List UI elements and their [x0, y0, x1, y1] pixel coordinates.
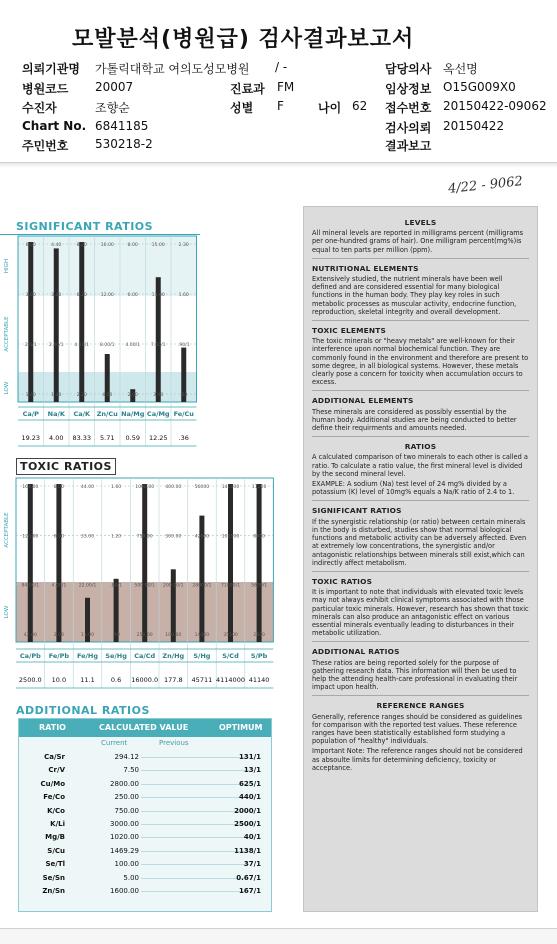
- tick-label: 2800: [253, 633, 265, 638]
- ratio-value-label: 10.0: [51, 676, 67, 684]
- optimum-value-cell: 440/1: [238, 793, 261, 802]
- zone-label: ACCEPTABLE: [4, 316, 10, 352]
- report-title: 모발분석(병원급) 검사결과보고서: [72, 27, 415, 52]
- ratio-bar: [54, 248, 59, 402]
- zone-label: LOW: [4, 381, 10, 395]
- tick-label: 400.00: [165, 485, 182, 490]
- tick-label: 142000: [221, 485, 240, 490]
- optimum-value-cell: 131/1: [238, 753, 261, 761]
- tick-label: 22.00/1: [78, 583, 97, 589]
- clinical-info-label: 임상정보: [385, 82, 432, 96]
- explanation-panel: [303, 206, 538, 912]
- tick-label: 168.00: [22, 485, 39, 490]
- tick-label: 84.00/1: [21, 583, 40, 589]
- tick-label: 33.00: [80, 534, 95, 540]
- optimum-value-cell: 37/1: [243, 860, 261, 869]
- tick-label: 44.00: [80, 485, 95, 490]
- result-report-label: 결과보고: [385, 139, 432, 153]
- tick-label: 4.20/1: [74, 343, 90, 348]
- tick-label: 8400: [253, 534, 265, 540]
- ratio-column-header: RATIO: [39, 723, 66, 732]
- toxic-ratios-chart: [0, 472, 280, 700]
- tick-label: 4.00/1: [125, 343, 141, 348]
- chart-no-label: Chart No.: [22, 119, 87, 133]
- divider: [312, 390, 529, 391]
- tick-label: 3.40: [51, 293, 62, 298]
- additional-ratios-table: [18, 718, 272, 912]
- age-label: 나이: [318, 101, 342, 115]
- ratio-name-label: Se/Hg: [105, 652, 127, 660]
- tick-label: 28000/1: [192, 583, 212, 589]
- significant-ratios-heading: SIGNIFICANT RATIOS: [312, 506, 402, 516]
- tick-label: 106500: [221, 534, 240, 540]
- ratio-bar: [257, 484, 262, 642]
- divider: [312, 436, 529, 437]
- tick-label: 2.00: [127, 393, 138, 398]
- ratio-name-label: Zn/Hg: [162, 652, 185, 660]
- additional-ratios-heading: ADDITIONAL RATIOS: [312, 647, 400, 657]
- tick-label: 250.00: [136, 633, 153, 638]
- optimum-value-cell: 2000/1: [234, 806, 261, 815]
- optimum-value-cell: 167/1: [238, 886, 261, 895]
- tick-label: 8.00: [53, 485, 65, 490]
- levels-text: All mineral levels are reported in milligrams percent (milligrams per one-hundred grams of hair). One milligram percent(mg%)is equal to ten parts per million (ppm).: [312, 229, 524, 254]
- ratio-value-label: 0.6: [110, 676, 122, 684]
- additional-ratios-title: ADDITIONAL RATIOS: [16, 704, 150, 717]
- ratio-name-label: Na/K: [47, 410, 65, 418]
- patient-label: 수진자: [22, 101, 57, 115]
- ratio-name-label: Ca/Mg: [146, 410, 170, 418]
- tick-label: 100.00: [165, 633, 182, 638]
- toxic-elements-heading: TOXIC ELEMENTS: [312, 326, 387, 336]
- ratio-value-label: .36: [178, 434, 189, 442]
- zone-label: LOW: [4, 605, 10, 619]
- ratios-text: A calculated comparison of two minerals to each other is called a ratio. To calculate a ratio value, the first mineral level is divided by the second mineral level.: [312, 453, 528, 478]
- tick-label: 2.20: [76, 393, 87, 398]
- tick-label: 6.20: [76, 293, 87, 298]
- ratio-name-label: Zn/Cu: [96, 410, 118, 418]
- tick-label: 3.00: [25, 293, 36, 298]
- current-subheader: Current: [101, 739, 128, 747]
- age-value: 62: [352, 99, 368, 113]
- ratio-name-cell: Se/Sn: [42, 873, 65, 882]
- ratio-name-cell: Cr/V: [48, 766, 65, 775]
- current-value-cell: 1469.29: [110, 846, 139, 855]
- header-divider: [0, 162, 557, 168]
- optimum-value-cell: 13/1: [243, 766, 261, 775]
- optimum-value-cell: 0.67/1: [236, 873, 261, 882]
- divider: [312, 258, 529, 259]
- tick-label: 3.00: [153, 393, 164, 398]
- table-row: [19, 872, 271, 885]
- ratio-bar: [56, 484, 61, 642]
- ratio-value-label: 16000.0: [131, 676, 159, 684]
- additional-ratios-header: [19, 719, 271, 737]
- current-value-cell: 1020.00: [110, 833, 139, 842]
- divider: [312, 571, 529, 572]
- optimum-value-cell: 625/1: [238, 779, 261, 788]
- divider: [312, 695, 529, 696]
- chart-no-value: 6841185: [95, 119, 149, 133]
- tick-label: 2.00: [53, 633, 65, 638]
- previous-subheader: Previous: [159, 739, 189, 747]
- tick-label: 5600/1: [251, 583, 268, 589]
- tick-label: .40: [112, 633, 120, 638]
- tick-label: 14000: [194, 633, 210, 638]
- tick-label: 4.00/1: [51, 583, 67, 589]
- patient-value: 조향순: [95, 101, 130, 115]
- department-label: 진료과: [230, 82, 265, 96]
- tick-label: 11200: [251, 485, 267, 490]
- current-value-cell: 2800.00: [110, 779, 139, 788]
- tick-label: 56000: [194, 485, 210, 490]
- tick-label: 1000.00: [135, 485, 155, 490]
- divider: [312, 320, 529, 321]
- doctor-value: 옥선명: [443, 62, 478, 76]
- additional-elements-text: These minerals are considered as possibly essential by the human body. Additional studies are being conducted to better define their requirments and amounts needed.: [312, 407, 517, 433]
- ratio-value-label: 5.71: [100, 434, 115, 442]
- reference-ranges-text: Generally, reference ranges should be considered as guidelines for comparison with the reported test values. These reference ranges have been statistically established form studying a population of "healthy" individuals.: [312, 712, 523, 746]
- toxic-ratios-heading: TOXIC RATIOS: [312, 576, 373, 586]
- levels-heading: LEVELS: [404, 218, 437, 227]
- ratio-name-label: S/Cd: [222, 652, 239, 660]
- significant-ratios-chart: [0, 230, 200, 456]
- table-row: [19, 831, 271, 844]
- ratio-bar: [28, 242, 33, 402]
- ratio-bar: [79, 242, 84, 402]
- sex-label: 성별: [230, 101, 254, 115]
- current-value-cell: 294.12: [114, 753, 139, 761]
- ratio-bar: [28, 484, 33, 642]
- tick-label: 6.00: [127, 293, 138, 298]
- ratio-name-label: Fe/Hg: [76, 652, 99, 660]
- ratio-name-label: S/Pb: [250, 652, 268, 660]
- tick-label: 126.00: [22, 534, 39, 540]
- ratio-name-cell: Cu/Mo: [40, 779, 65, 788]
- ratios-heading: RATIOS: [404, 442, 437, 452]
- ratio-name-label: Ca/P: [22, 410, 39, 418]
- ratio-name-cell: Fe/Co: [43, 793, 65, 802]
- ratio-name-cell: S/Cu: [47, 846, 65, 855]
- tick-label: 4.00: [102, 393, 113, 398]
- tick-label: 11.00: [80, 633, 95, 638]
- ratio-name-label: Ca/Cd: [134, 652, 156, 660]
- tick-label: 7.00/1: [150, 343, 166, 348]
- calculated-value-column-header: CALCULATED VALUE: [99, 723, 189, 732]
- ratio-bar: [228, 484, 233, 642]
- tick-label: 6.00: [25, 243, 36, 248]
- ratio-name-cell: Se/Tl: [45, 860, 65, 869]
- reference-ranges-note: Important Note: The reference ranges should not be considered as absoulte limits for determining deficiency, toxicity or acceptance.: [312, 747, 523, 772]
- optimum-column-header: OPTIMUM: [219, 723, 263, 732]
- tick-label: 1.60: [25, 393, 36, 398]
- table-row: [19, 751, 271, 764]
- tick-label: 8.20: [76, 243, 87, 248]
- tick-label: 12.00: [100, 293, 114, 298]
- receipt-no-value: 20150422-09062: [443, 99, 547, 113]
- doctor-label: 담당의사: [385, 62, 432, 76]
- ratio-value-label: 177.8: [163, 676, 183, 684]
- current-value-cell: 5.00: [123, 873, 139, 882]
- request-date-label: 검사의뢰: [385, 121, 432, 135]
- tick-label: .80/1: [110, 583, 122, 589]
- tick-label: 42.00: [23, 633, 37, 638]
- ratio-name-cell: Ca/Sr: [44, 753, 65, 761]
- ratios-report: [0, 210, 280, 920]
- toxic-elements-text: The toxic minerals or "heavy metals" are well-known for their interference upon normal biochemical function. They are commonly found in the environment and therefore are present to some degree, in all biological systems. However, these metals clearly pose a concern for toxicity when accumulation occurs to excess.: [312, 337, 529, 387]
- ratio-value-label: 11.1: [80, 676, 95, 684]
- table-row: [19, 805, 271, 818]
- ratio-value-label: 83.33: [72, 434, 92, 442]
- ratio-value-label: 2500.0: [18, 676, 42, 684]
- tick-label: 2.30: [178, 243, 189, 248]
- additional-elements-heading: ADDITIONAL ELEMENTS: [312, 396, 414, 406]
- ratio-name-cell: K/Li: [50, 819, 65, 828]
- ratios-example: EXAMPLE: A sodium (Na) test level of 24 mg% divided by a potassium (K) level of 10mg% equals a Na/K ratio of 2.4 to 1.: [312, 480, 515, 497]
- ratio-name-label: Na/Mg: [121, 410, 145, 418]
- table-row: [19, 778, 271, 791]
- tick-label: 8.00: [127, 243, 138, 248]
- significant-ratios-title: SIGNIFICANT RATIOS: [16, 220, 154, 233]
- tick-label: 42000: [194, 534, 210, 540]
- tick-label: 4.40: [51, 243, 62, 248]
- tick-label: 1.40: [51, 393, 62, 398]
- table-row: [19, 858, 271, 871]
- current-value-cell: 7.50: [123, 766, 139, 775]
- clinical-info-value: O15G009X0: [443, 80, 516, 94]
- hospital-code-label: 병원코드: [22, 82, 69, 96]
- hospital-code-value: 20007: [95, 80, 134, 94]
- current-value-cell: 1600.00: [110, 886, 139, 895]
- ratio-name-label: Ca/Pb: [19, 652, 41, 660]
- ratio-name-label: Fe/Pb: [48, 652, 70, 660]
- ratio-name-label: Ca/K: [73, 410, 91, 418]
- tick-label: 6.00: [53, 534, 65, 540]
- divider: [312, 500, 529, 501]
- toxic-ratios-title: TOXIC RATIOS: [16, 458, 116, 475]
- tick-label: 300.00: [165, 534, 182, 540]
- current-value-cell: 3000.00: [110, 819, 139, 828]
- table-row: [19, 791, 271, 804]
- tick-label: 8.00/1: [99, 343, 115, 348]
- ratio-bar: [171, 569, 176, 642]
- optimum-value-cell: 1138/1: [234, 846, 261, 855]
- additional-ratios-subheader: [19, 737, 271, 751]
- ratio-value-label: 0.59: [125, 434, 140, 442]
- table-row: [19, 885, 271, 898]
- additional-ratios-text: These ratios are being reported solely for the purpose of gathering research data. This information will then be used to help the attending health-care professional in evaluating their impact upon health.: [312, 658, 518, 692]
- tick-label: .20: [180, 393, 188, 398]
- zone-label: HIGH: [4, 258, 10, 274]
- nutritional-elements-text: Extensively studied, the nutrient minerals have been well defined and are considered essential for many biological functions in the human body. They play key roles in such metabolic processes as muscular activity, endocrine function, reproduction, skeletal integrity and overall development.: [312, 275, 517, 316]
- tick-label: 200.00/1: [163, 583, 184, 589]
- ratio-bar: [142, 484, 147, 642]
- tick-label: 500.00/1: [134, 583, 155, 589]
- tick-label: 750.00: [136, 534, 153, 540]
- reference-ranges-heading: REFERENCE RANGES: [376, 701, 465, 711]
- resident-no-value: 530218-2: [95, 137, 153, 151]
- sex-value: F: [277, 99, 284, 113]
- toxic-ratios-text: It is important to note that individuals with elevated toxic levels may not always exhibit clinical symptoms associated with those particular toxic minerals. However, research has shown that toxic minerals can also produce an antagonistic effect on various essential minerals eventually leading to disturbances in their metabolic utilization.: [312, 588, 529, 638]
- nutritional-elements-heading: NUTRITIONAL ELEMENTS: [312, 263, 419, 273]
- current-value-cell: 100.00: [114, 860, 139, 869]
- tick-label: 2.6/1: [24, 343, 37, 348]
- ratio-name-cell: Zn/Sn: [42, 886, 65, 895]
- ratio-value-label: 4114000: [216, 676, 245, 684]
- handwritten-signature: 4/22 - 9062: [447, 174, 524, 197]
- ratio-name-cell: Mg/B: [45, 833, 65, 842]
- ratio-value-label: 12.25: [148, 434, 168, 442]
- optimum-value-cell: 2500/1: [234, 819, 261, 828]
- table-row: [19, 818, 271, 831]
- ratio-name-cell: K/Co: [47, 806, 65, 815]
- current-value-cell: 750.00: [114, 806, 139, 815]
- tick-label: 1.20: [110, 534, 122, 540]
- tick-label: 2.40/1: [48, 343, 64, 348]
- report-header: [0, 0, 557, 160]
- tick-label: 71000/1: [220, 583, 241, 589]
- significant-ratios-text: If the synergistic relationship (or ratio) between certain minerals in the body is disturbed, studies show that normal biological functions and metabolic activity can be adversely affected. Even at extremely low concentrations, the synergistic and/or antagonistic relationships between minerals still exist,which can indirectly affect metabolism.: [312, 517, 527, 567]
- department-value: FM: [277, 80, 295, 94]
- institution-value: 가톨릭대학교 여의도성모병원: [95, 62, 250, 76]
- tick-label: 16.00: [100, 243, 114, 248]
- ratio-name-label: Fe/Cu: [173, 410, 194, 418]
- optimum-value-cell: 40/1: [243, 833, 261, 842]
- institution-slash: / -: [275, 60, 288, 74]
- tick-label: 1.60: [110, 485, 122, 490]
- tick-label: .90/1: [177, 343, 190, 348]
- tick-label: 1.60: [178, 293, 189, 298]
- institution-label: 의뢰기관명: [22, 62, 80, 76]
- tick-label: 15.00: [151, 243, 165, 248]
- ratio-value-label: 19.23: [21, 434, 41, 442]
- request-date-value: 20150422: [443, 119, 505, 133]
- ratio-name-label: S/Hg: [193, 652, 211, 660]
- current-value-cell: 250.00: [114, 793, 139, 802]
- tick-label: 35500: [223, 633, 238, 638]
- receipt-no-label: 접수번호: [385, 101, 432, 115]
- footer-divider: [0, 928, 557, 944]
- ratio-value-label: 45711: [191, 676, 213, 684]
- ratio-value-label: 4.00: [49, 434, 64, 442]
- resident-no-label: 주민번호: [22, 139, 69, 153]
- ratio-value-label: 41140: [248, 676, 270, 684]
- divider: [312, 641, 529, 642]
- table-row: [19, 764, 271, 777]
- tick-label: 11.00: [151, 293, 165, 298]
- table-row: [19, 845, 271, 858]
- zone-label: ACCEPTABLE: [4, 512, 10, 548]
